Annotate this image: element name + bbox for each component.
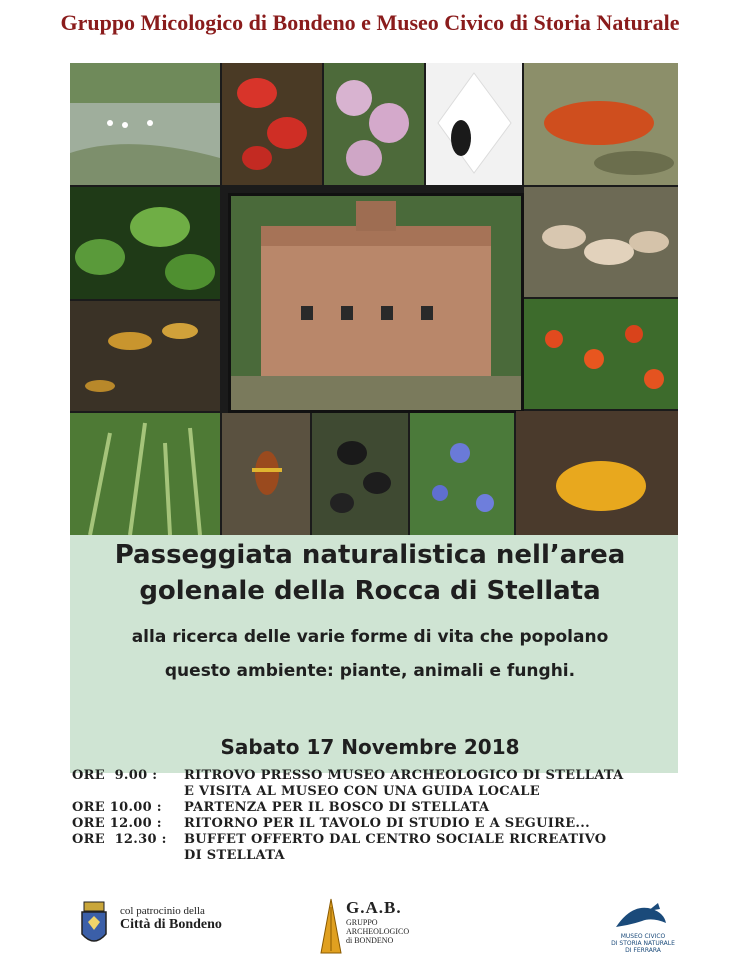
schedule-text: E VISITA AL MUSEO CON UNA GUIDA LOCALE bbox=[184, 784, 540, 799]
schedule-text: RITORNO PER IL TAVOLO DI STUDIO E A SEGUIRE... bbox=[184, 816, 590, 831]
gab-line: ARCHEOLOGICO bbox=[346, 927, 410, 936]
schedule-time bbox=[72, 784, 184, 800]
schedule-time: ORE 12.30 : bbox=[72, 832, 167, 847]
gab-line: GRUPPO bbox=[346, 918, 378, 927]
event-subtitle-line1: alla ricerca delle varie forme di vita che popolano bbox=[131, 627, 609, 647]
photo-oyster-mushrooms bbox=[524, 187, 678, 297]
museo-logo bbox=[598, 933, 688, 954]
photo-orange-slug bbox=[524, 63, 678, 185]
schedule-time: ORE 9.00 : bbox=[72, 768, 158, 783]
gab-logo-icon bbox=[318, 897, 344, 955]
schedule-row bbox=[72, 832, 678, 848]
schedule-text: RITROVO PRESSO MUSEO ARCHEOLOGICO DI STELLATA bbox=[184, 768, 624, 783]
photo-river-birds bbox=[70, 63, 220, 185]
photo-red-berries bbox=[524, 299, 678, 409]
schedule-row bbox=[72, 800, 678, 816]
photo-pink-flowers bbox=[324, 63, 424, 185]
gab-name: G.A.B. bbox=[346, 898, 402, 917]
photo-black-fungi bbox=[312, 413, 408, 535]
photo-green-leaves bbox=[70, 187, 220, 299]
schedule-row bbox=[72, 768, 678, 784]
patronage-city: Città di Bondeno bbox=[120, 917, 222, 932]
schedule-time: ORE 12.00 : bbox=[72, 816, 162, 831]
photo-red-cup-fungi bbox=[222, 63, 322, 185]
museo-line: MUSEO CIVICO bbox=[620, 933, 666, 940]
schedule-text: DI STELLATA bbox=[184, 848, 285, 863]
gab-logo bbox=[346, 898, 409, 945]
photo-mosaic bbox=[70, 63, 678, 535]
event-subtitle-line2: questo ambiente: piante, animali e funghi. bbox=[164, 661, 576, 681]
schedule-row bbox=[72, 784, 678, 800]
schedule-text: PARTENZA PER IL BOSCO DI STELLATA bbox=[184, 800, 490, 815]
patronage bbox=[120, 905, 222, 933]
event-date: Sabato 17 Novembre 2018 bbox=[220, 735, 520, 759]
footer-logos bbox=[0, 895, 740, 965]
photo-insect-flower bbox=[426, 63, 522, 185]
schedule-row bbox=[72, 848, 678, 864]
photo-blue-flowers bbox=[410, 413, 514, 535]
photo-rocca-di-stellata-castle bbox=[228, 193, 524, 413]
page-header: Gruppo Micologico di Bondeno e Museo Civico di Storia Naturale bbox=[60, 10, 680, 35]
museo-line: DI FERRARA bbox=[625, 947, 661, 954]
schedule-text: BUFFET OFFERTO DAL CENTRO SOCIALE RICREATIVO bbox=[184, 832, 607, 847]
museo-logo-icon bbox=[612, 899, 670, 933]
event-title-line2: golenale della Rocca di Stellata bbox=[139, 576, 601, 606]
gab-line: di BONDENO bbox=[346, 936, 394, 945]
schedule-time bbox=[72, 848, 184, 864]
patronage-line: col patrocinio della bbox=[120, 905, 205, 917]
photo-hornet-on-bark bbox=[222, 413, 310, 535]
schedule bbox=[72, 768, 678, 864]
photo-yellow-mushrooms bbox=[70, 301, 220, 411]
event-title-line1: Passeggiata naturalistica nell’area bbox=[114, 540, 626, 570]
museo-line: DI STORIA NATURALE bbox=[611, 940, 675, 947]
schedule-time: ORE 10.00 : bbox=[72, 800, 162, 815]
photo-grass bbox=[70, 413, 220, 535]
photo-yellow-jelly-fungus bbox=[516, 411, 678, 535]
bondeno-coat-of-arms-icon bbox=[78, 900, 110, 950]
schedule-row bbox=[72, 816, 678, 832]
